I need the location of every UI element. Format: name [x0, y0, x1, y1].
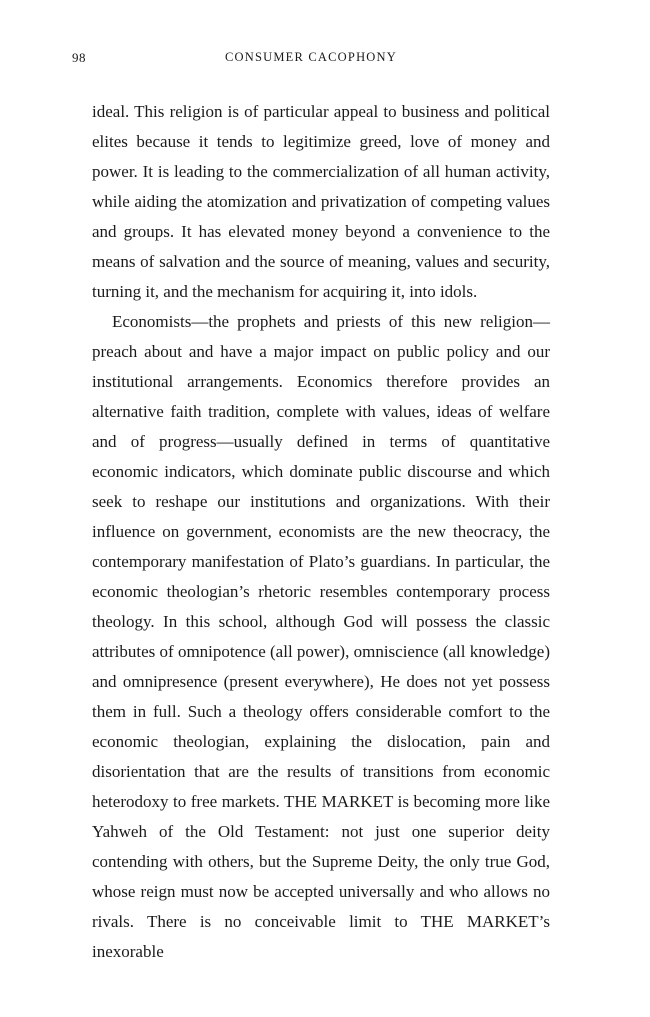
- page-number: 98: [72, 50, 86, 65]
- paragraph: ideal. This religion is of particular appeal to business and political elites because it tends to legitimize greed, love of money and power. It is leading to the commercialization of all human activity, while aiding the atomization and privatization of competing values and groups. It has elevated money beyond a convenience to the means of salvation and the source of meaning, values and security, turning it, and the mechanism for acquiring it, into idols.: [92, 102, 550, 301]
- book-title: CONSUMER CACOPHONY: [225, 50, 397, 64]
- body-text: [92, 97, 550, 967]
- running-head: [72, 50, 550, 70]
- paragraph: Economists—the prophets and priests of this new religion—preach about and have a major impact on public policy and our institutional arrangements. Economics therefore provides an alternative faith tradition, complete with values, ideas of welfare and of progress—usually defined in terms of quantitative economic indicators, which dominate public discourse and which seek to reshape our institutions and organizations. With their influence on government, economists are the new theocracy, the contemporary manifestation of Plato’s guardians. In particular, the economic theologian’s rhetoric resembles contemporary process theology. In this school, although God will possess the classic attributes of omnipotence (all power), omniscience (all knowledge) and omnipresence (present everywhere), He does not yet possess them in full. Such a theology offers considerable comfort to the economic theologian, explaining the dislocation, pain and disorientation that are the results of transitions from economic heterodoxy to free markets. THE MARKET is becoming more like Yahweh of the Old Testament: not just one superior deity contending with others, but the Supreme Deity, the only true God, whose reign must now be accepted universally and who allows no rivals. There is no conceivable limit to THE MARKET’s inexorable: [92, 312, 550, 961]
